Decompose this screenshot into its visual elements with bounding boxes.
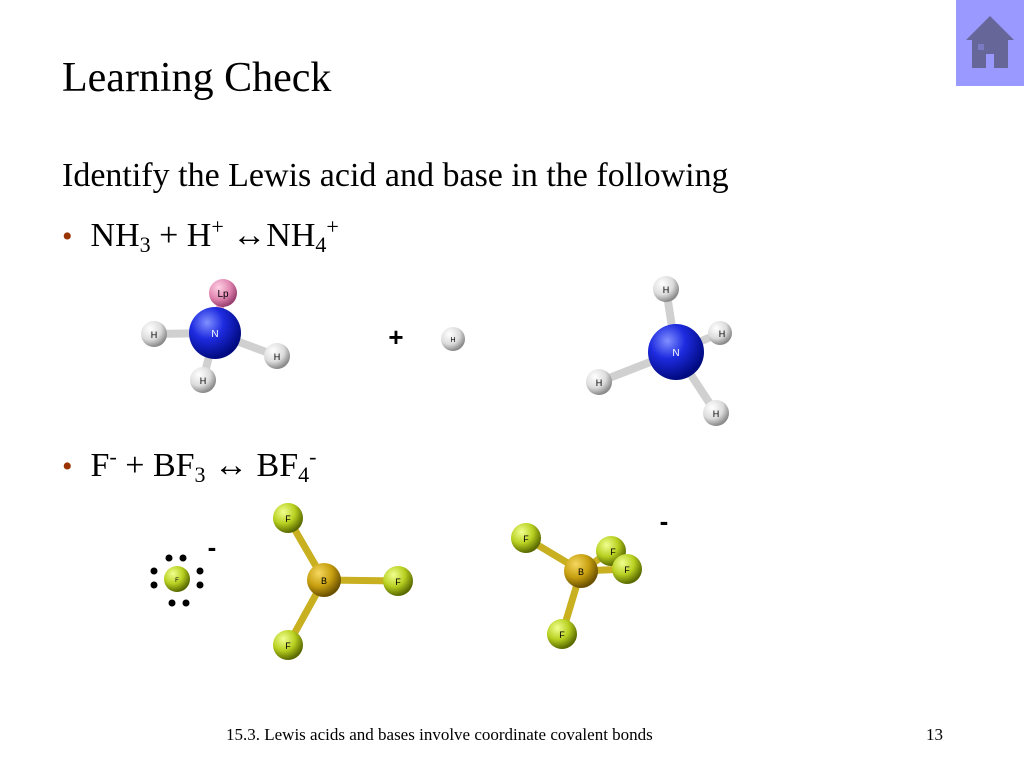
fluorine-label: F	[624, 565, 630, 575]
hydrogen-label: H	[712, 409, 720, 419]
fluoride-ion	[151, 532, 217, 607]
fluorine-label: F	[610, 547, 616, 557]
nitrogen-label: N	[211, 329, 219, 340]
fluorine-label: F	[175, 578, 179, 584]
hydrogen-label: H	[718, 329, 726, 339]
bf3-molecule	[273, 503, 413, 660]
hydrogen-label: H	[595, 378, 603, 388]
fluorine-label: F	[523, 534, 529, 544]
eq1-sub4: 4	[315, 232, 327, 257]
electron-dot	[183, 600, 190, 607]
hydrogen-label: H	[662, 285, 670, 295]
ammonium-molecule	[586, 276, 732, 426]
hydrogen-label: H	[273, 352, 281, 362]
fluorine-label: F	[395, 577, 401, 587]
fluoride-charge: -	[207, 532, 217, 562]
instruction-text: Identify the Lewis acid and base in the following	[62, 157, 729, 194]
eq1-sub3: 3	[139, 232, 151, 257]
eq1-arrow-nh: ↔NH	[223, 217, 316, 254]
proton	[441, 327, 465, 351]
eq2-sup-minus: -	[109, 444, 117, 469]
electron-dot	[169, 600, 176, 607]
electron-dot	[166, 555, 173, 562]
nitrogen-label: N	[672, 348, 680, 359]
eq1-nh: NH	[90, 217, 140, 254]
bullet-dot: •	[62, 220, 73, 253]
eq2-sub4: 4	[298, 462, 310, 487]
eq1-sup-plus2: +	[326, 214, 339, 239]
ammonia-molecule	[141, 279, 290, 393]
electron-dot	[151, 568, 158, 575]
page-number: 13	[926, 725, 943, 744]
eq2-arrow-bf: ↔ BF	[205, 447, 299, 484]
plus-sign: +	[388, 322, 404, 352]
boron-label: B	[320, 576, 328, 586]
fluorine-label: F	[285, 514, 291, 524]
hydrogen-label: H	[199, 376, 207, 386]
eq1-sup-plus: +	[211, 214, 224, 239]
bullet-dot: •	[62, 450, 73, 483]
hydrogen-label: H	[150, 330, 158, 340]
eq2-sup-minus2: -	[309, 444, 317, 469]
eq2-plus-bf: + BF	[116, 447, 195, 484]
electron-dot	[197, 568, 204, 575]
electron-dot	[197, 582, 204, 589]
bf4-ion	[511, 506, 668, 649]
eq2-f: F	[90, 447, 110, 484]
page-title: Learning Check	[62, 55, 332, 101]
electron-dot	[180, 555, 187, 562]
footer-section-title: 15.3. Lewis acids and bases involve coordinate covalent bonds	[226, 725, 653, 744]
eq1-plus-h: + H	[150, 217, 212, 254]
electron-dot	[151, 582, 158, 589]
boron-label: B	[577, 567, 585, 577]
fluorine-label: F	[285, 641, 291, 651]
eq2-sub3: 3	[194, 462, 206, 487]
hydrogen-label: H	[450, 337, 456, 344]
fluorine-label: F	[559, 630, 565, 640]
bf4-charge: -	[659, 506, 669, 536]
lone-pair-label: Lp	[217, 289, 229, 300]
